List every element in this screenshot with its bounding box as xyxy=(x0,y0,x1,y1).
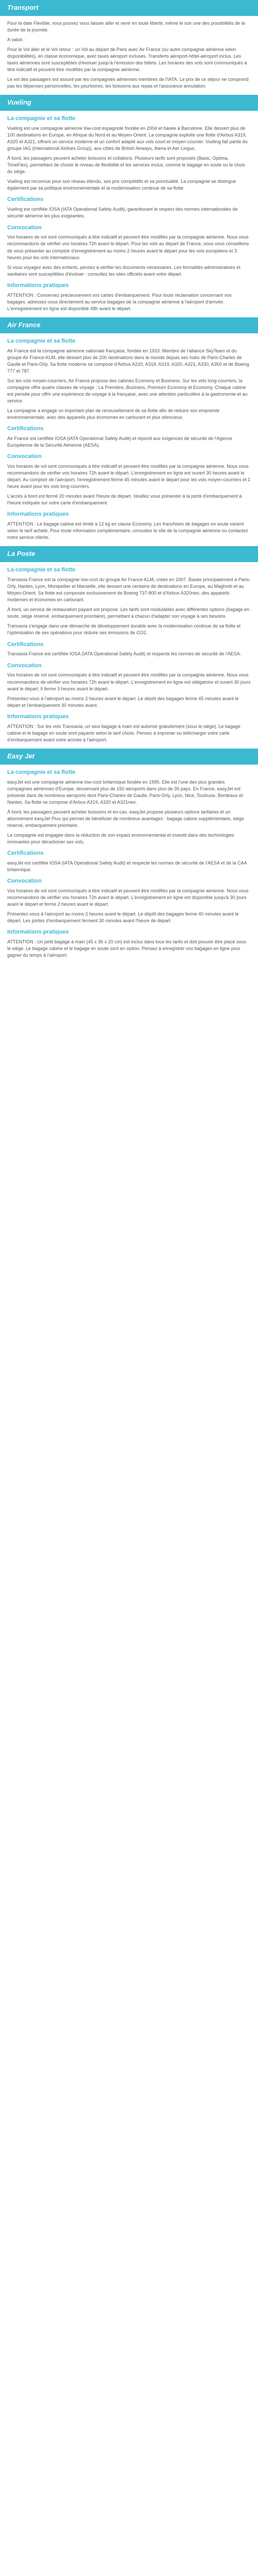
subsection-title: Certifications xyxy=(7,426,44,432)
paragraph: La compagnie est engagée dans la réduction de son impact environnemental et investit dans des technologies innovantes pour décarboner ses vols. xyxy=(7,832,234,844)
section-block xyxy=(0,317,258,541)
paragraph: ATTENTION : Sur les vols Transavia, un seul bagage à main est autorisé gratuitement (sous le siège). Le bagage cabine et le bagage en soute sont payants selon le tarif choisi. Pensez à imprimer ou télécharger votre carte d'embarquement avant votre arrivée à l'aéroport. xyxy=(7,723,241,742)
subsection-title: Convocation xyxy=(7,878,42,884)
subsection-title: Certifications xyxy=(7,196,44,203)
paragraph: Vueling est certifiée IOSA (IATA Operational Safety Audit), garantissant le respect des normes internationales de sécurité aérienne les plus exigeantes. xyxy=(7,207,238,219)
paragraph: Vos horaires de vol sont communiqués à titre indicatif et peuvent être modifiés par la compagnie aérienne. Nous vous recommandons de vérifier vos horaires 72h avant le départ. L'enregistrement en ligne est obligatoire et ouvert 30 jours avant le départ. Il ferme 3 heures avant le départ. xyxy=(7,672,251,691)
subsection-title: Convocation xyxy=(7,224,42,231)
paragraph: A valoir. xyxy=(7,37,24,42)
paragraph: À bord, les passagers peuvent acheter boissons et en-cas. easyJet propose plusieurs options tarifaires et un abonnement easyJet Plus qui permet de bénéficier de nombreux avantages : bagage cabine supplémentaire, siège réservé, embarquement prioritaire. xyxy=(7,809,244,828)
paragraph: Vueling est reconnue pour son réseau étendu, ses prix compétitifs et sa ponctualité. La compagnie se distingue également par sa politique environnementale et la modernisation continue de sa flotte. xyxy=(7,179,236,191)
subsection-title: La compagnie et sa flotte xyxy=(7,115,76,122)
subsection-title: La compagnie et sa flotte xyxy=(7,567,76,573)
paragraph: Vos horaires de vol sont communiqués à titre indicatif et peuvent être modifiés par la compagnie aérienne. Nous vous recommandons de vérifier vos horaires 72h avant le départ. L'enregistrement en ligne est ouvert 30 heures avant le départ. Au comptoir de l'aéroport, l'enregistrement ferme 45 minutes avant le départ pour les vols moyen-courriers et 1 heure avant pour les vols long-courriers. xyxy=(7,464,251,489)
paragraph: La compagnie a engagé un important plan de renouvellement de sa flotte afin de réduire son empreinte environnementale, avec des appareils plus économes en carburant et plus silencieux. xyxy=(7,408,220,420)
paragraph: easyJet est une compagnie aérienne low-cost britannique fondée en 1995. Elle est l'une des plus grandes compagnies aériennes d'Europe, desservant plus de 150 aéroports dans plus de 30 pays. En France, easyJet est présente dans de nombreux aéroports dont Paris-Charles de Gaulle, Paris-Orly, Lyon, Nice, Toulouse, Bordeaux et Nantes. Sa flotte se compose d'Airbus A319, A320 et A321neo. xyxy=(7,779,243,805)
section-header: La Poste xyxy=(0,546,258,562)
paragraph: Pour le Vol aller et le Vol retour : un Vol au départ de Paris avec Air France (ou autre compagnie aérienne selon disponibilités), en classe économique, avec taxes aéroport incluses. Transferts aéroport-hôtel-aéroport inclus. Les taxes aériennes sont susceptibles d'évoluer jusqu'à l'émission des billets. Les horaires des vols sont communiqués à titre indicatif et peuvent être modifiés par la compagnie aérienne. xyxy=(7,46,247,73)
section-header: Easy Jet xyxy=(0,749,258,765)
paragraph: Si vous voyagez avec des enfants, pensez à vérifier les documents nécessaires. Les formalités administratives et sanitaires sont susceptibles d'évoluer : consultez les sites officiels avant votre départ. xyxy=(7,264,240,277)
subsection-title: Convocation xyxy=(7,453,42,460)
paragraph: ATTENTION : Conservez précieusement vos cartes d'embarquement. Pour toute réclamation concernant vos bagages, adressez-vous directement au service bagages de la compagnie aérienne à l'aéroport d'arrivée. L'enregistrement en ligne est disponible 48h avant le départ. xyxy=(7,292,232,311)
subsection-title: Informations pratiques xyxy=(7,929,69,936)
paragraph: ATTENTION : Un petit bagage à main (45 x 36 x 20 cm) est inclus dans tous les tarifs et doit pouvoir être placé sous le siège. Le bagage cabine et le bagage en soute sont en option. Pensez à enregistrer vos bagages en ligne pour gagner du temps à l'aéroport. xyxy=(7,939,247,958)
paragraph: Transavia s'engage dans une démarche de développement durable avec la modernisation continue de sa flotte et l'optimisation de ses opérations pour réduire ses émissions de CO2. xyxy=(7,623,241,636)
section-header: Vueling xyxy=(0,95,258,111)
paragraph: Vueling est une compagnie aérienne low-cost espagnole fondée en 2004 et basée à Barcelone. Elle dessert plus de 100 destinations en Europe, en Afrique du Nord et au Moyen-Orient. La compagnie exploite une flotte d'Airbus A319, A320 et A321, offrant un service moderne et un confort adapté aux vols court et moyen-courrier. Vueling fait partie du groupe IAG (International Airlines Group), aux côtés de British Airways, Iberia et Aer Lingus. xyxy=(7,126,248,151)
subsection-title: Certifications xyxy=(7,641,44,648)
section-block xyxy=(0,95,258,312)
section-block xyxy=(0,749,258,959)
paragraph: ATTENTION : Le bagage cabine est limité à 12 kg en classe Economy. Les franchises de bagages en soute varient selon le tarif acheté. Pour toute information complémentaire, consultez le site de la compagnie aérienne ou contactez notre service clients. xyxy=(7,521,248,540)
paragraph: L'accès à bord est fermé 20 minutes avant l'heure de départ. Veuillez vous présenter à la porte d'embarquement à l'heure indiquée sur votre carte d'embarquement. xyxy=(7,494,242,506)
paragraph: Vos horaires de vol sont communiqués à titre indicatif et peuvent être modifiés par la compagnie aérienne. Nous vous recommandons de vérifier vos horaires 72h avant le départ. Pour les vols au départ de France, nous vous conseillons de vous présenter au comptoir d'enregistrement au moins 2 heures avant le départ pour les vols européens et 3 heures pour les vols internationaux. xyxy=(7,234,249,260)
subsection-title: Informations pratiques xyxy=(7,713,69,720)
paragraph: Présentez-vous à l'aéroport au moins 2 heures avant le départ. Le dépôt des bagages ferme 40 minutes avant le départ. Les portes d'embarquement ferment 30 minutes avant l'heure de départ. xyxy=(7,911,239,924)
paragraph: Sur les vols moyen-courriers, Air France propose des cabines Economy et Business. Sur les vols long-courriers, la compagnie offre quatre classes de voyage : La Première, Business, Premium Economy et Economy. Chaque cabine est pensée pour offrir une expérience de voyage à la française, avec une attention particulière à la gastronomie et au service. xyxy=(7,378,248,403)
paragraph: Transavia France est certifiée IOSA (IATA Operational Safety Audit) et respecte les normes de sécurité de l'AESA. xyxy=(7,651,241,657)
subsection-title: Informations pratiques xyxy=(7,282,69,289)
subsection-title: La compagnie et sa flotte xyxy=(7,337,76,344)
paragraph: Le vol des passagers est assuré par les compagnies aériennes membres de l'IATA. Le prix de ce séjour ne comprend pas les dépenses personnelles, les pourboires, les boissons aux repas et l'assurance annulation. xyxy=(7,77,249,89)
subsection-title: Convocation xyxy=(7,662,42,669)
paragraph: Présentez-vous à l'aéroport au moins 2 heures avant le départ. Le dépôt des bagages ferme 45 minutes avant le départ et l'embarquement 30 minutes avant. xyxy=(7,696,239,708)
paragraph: easyJet est certifiée IOSA (IATA Operational Safety Audit) et respecte les normes de sécurité de l'AESA et de la CAA britannique. xyxy=(7,860,247,872)
paragraph: À bord, un service de restauration payant est proposé. Les tarifs sont modulables avec différentes options (bagage en soute, siège réservé, embarquement prioritaire), permettant à chacun d'adapter son voyage à ses besoins. xyxy=(7,607,250,619)
paragraph: À bord, les passagers peuvent acheter boissons et collations. Plusieurs tarifs sont proposés (Basic, Optima, TimeFlex), permettant de choisir le niveau de flexibilité et les services inclus, comme le bagage en soute ou le choix du siège. xyxy=(7,156,245,175)
section-header: Air France xyxy=(0,317,258,333)
section-header: Transport xyxy=(0,0,258,16)
subsection-title: La compagnie et sa flotte xyxy=(7,769,76,775)
paragraph: Pour la date Flexible, vous pouvez vous laisser aller et venir en toute liberté, même le soir une des possibilités de la durée de la journée. xyxy=(7,20,245,32)
section-block xyxy=(0,546,258,743)
subsection-title: Informations pratiques xyxy=(7,511,69,518)
subsection-title: Certifications xyxy=(7,850,44,856)
section-block xyxy=(0,0,258,90)
paragraph: Air France est la compagnie aérienne nationale française, fondée en 1933. Membre de l'alliance SkyTeam et du groupe Air France-KLM, elle dessert plus de 200 destinations dans le monde depuis ses hubs de Paris-Charles de Gaulle et Paris-Orly. Sa flotte moderne se compose d'Airbus A220, A318, A319, A320, A321, A330, A350 et de Boeing 777 et 787. xyxy=(7,348,249,374)
paragraph: Vos horaires de vol sont communiqués à titre indicatif et peuvent être modifiés par la compagnie aérienne. Nous vous recommandons de vérifier vos horaires 72h avant le départ. L'enregistrement en ligne est disponible jusqu'à 30 jours avant le départ et ferme 2 heures avant le départ. xyxy=(7,888,249,907)
paragraph: Transavia France est la compagnie low-cost du groupe Air France-KLM, créée en 2007. Basée principalement à Paris-Orly, Nantes, Lyon, Montpellier et Marseille, elle dessert une centaine de destinations en Europe, au Maghreb et au Moyen-Orient. Sa flotte est composée exclusivement de Boeing 737-800 et d'Airbus A320neo, des appareils modernes et économes en carburant. xyxy=(7,577,251,603)
paragraph: Air France est certifiée IOSA (IATA Operational Safety Audit) et répond aux exigences de sécurité de l'Agence Européenne de la Sécurité Aérienne (AESA). xyxy=(7,435,233,448)
page xyxy=(0,0,258,959)
